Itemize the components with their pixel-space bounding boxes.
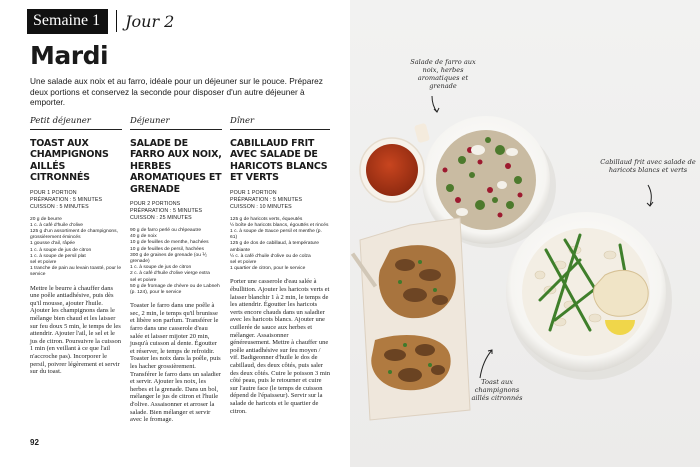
meta-line: PRÉPARATION : 5 MINUTES — [230, 196, 303, 203]
ingredient-item: 2 c. à café d'huile d'olive vierge extra — [130, 271, 210, 277]
recipe-column-dinner — [230, 116, 330, 415]
recipe-method: Mettre le beurre à chauffer dans une poêle antiadhésive, puis dès qu'il mousse, ajouter l'huile. Ajouter les champignons dans le mélange bien chaud et les laisser sur feu doux 5 min, le temps de les attendrir. Ajouter l'ail, le sel et le jus de citron. Poursuivre la cuisson 1 min (en veillant à ce que l'ail n'accroche pas). Incorporer le persil, poivrer légèrement et servir sur du toast. — [30, 284, 121, 376]
mushroom-toast — [379, 245, 456, 318]
ingredient-item: 125 g de haricots verts, équeutés — [230, 216, 303, 222]
meal-label: Dîner — [230, 116, 330, 130]
annotation-toast: Toast aux champignons aillés citronnés — [471, 378, 523, 402]
meta-line: POUR 1 PORTION — [230, 189, 277, 196]
week-label: Semaine 1 — [27, 9, 108, 34]
ingredient-item: ½ c. à café d'huile d'olive ou de colza — [230, 253, 311, 259]
ingredient-item: 1 c. à café d'huile d'olive — [30, 222, 83, 228]
ingredient-item: 10 g de feuilles de menthe, hachées — [130, 240, 209, 246]
ingredient-item: 125 g de dos de cabillaud, à température ambiante — [230, 241, 319, 253]
meta-line: CUISSON : 5 MINUTES — [30, 203, 89, 210]
meta-line: PRÉPARATION : 5 MINUTES — [30, 196, 103, 203]
annotation-cod: Cabillaud frit avec salade de haricots blancs et verts — [600, 158, 696, 174]
recipe-title: SALADE DE FARRO AUX NOIX, HERBES AROMATIQUES ET GRENADE — [130, 138, 222, 195]
ingredient-item: 1 tranche de pain au levain toasté, pour le service — [30, 266, 122, 278]
ingredient-item: 50 g de fromage de chèvre ou de Labneh (p. 124), pour le service — [130, 283, 220, 296]
ingredient-item: 90 g de farro perlé ou d'épeautre — [130, 228, 202, 234]
annotation-salad: Salade de farro aux noix, herbes aromatiques et grenade — [410, 58, 476, 90]
ingredient-item: 1 c. à soupe de Sauce persil et menthe (p. 61) — [230, 229, 322, 241]
ingredient-item: ½ boîte de haricots blancs, égouttés et rincés — [230, 222, 329, 228]
meta-line: CUISSON : 10 MINUTES — [230, 203, 292, 210]
recipe-column-lunch — [130, 116, 222, 424]
ingredient-item: 40 g de noix — [130, 234, 157, 240]
ingredient-list — [230, 217, 330, 273]
meta-line: PRÉPARATION : 5 MINUTES — [130, 208, 203, 215]
recipe-title: TOAST AUX CHAMPIGNONS AILLÉS CITRONNÉS — [30, 138, 109, 184]
page-number: 92 — [30, 438, 39, 447]
page-title: Mardi — [30, 41, 109, 70]
intro-text: Une salade aux noix et au farro, idéale pour un déjeuner sur le pouce. Préparez deux portions et conservez la seconde pour disposer d'un autre déjeuner à emporter. — [30, 76, 323, 108]
week-day-header — [27, 8, 174, 34]
meal-label: Petit déjeuner — [30, 116, 122, 130]
recipe-column-breakfast — [30, 116, 122, 376]
ingredient-item: 10 g de feuilles de persil, hachées — [130, 246, 204, 252]
ingredient-item: sel et poivre — [230, 260, 257, 266]
ingredient-item: 1 gousse d'ail, râpée — [30, 241, 75, 247]
food-photo-page — [350, 0, 700, 467]
toast-board — [351, 218, 470, 420]
ingredient-item: 1 c. à soupe de jus de citron — [30, 247, 92, 253]
ingredient-item: 1 quartier de citron, pour le service — [230, 266, 306, 272]
ingredient-item: sel et poivre — [130, 277, 157, 283]
ingredient-item: 1 c. à soupe de persil plat — [30, 253, 86, 259]
ingredient-item: sel et poivre — [30, 260, 57, 266]
mushroom-toast — [371, 335, 450, 390]
ingredient-item: 125 g d'un assortiment de champignons, grossièrement émincés — [30, 229, 118, 241]
meta-line: POUR 2 PORTIONS — [130, 201, 181, 208]
recipe-method: Toaster le farro dans une poêle à sec, 2 min, le temps qu'il brunisse et libère son parfum. Transférer le farro dans une casserole d'eau salée et laisser mijoter 20 min, jusqu'à cuisson al dente. Égoutter et réserver, le temps de refroidir. Toaster les noix dans la poêle, puis les hacher grossièrement. Transférer le farro dans un saladier et servir. Ajouter les noix, les herbes et la grenade. Dans un bol, mélanger le jus de citron et l'huile d'olive. Assaisonner et arroser la salade. Bien mélanger et servir avec le fromage. — [130, 302, 221, 424]
ingredient-list — [130, 228, 222, 296]
sauce-cup — [360, 123, 430, 202]
recipe-title: CABILLAUD FRIT AVEC SALADE DE HARICOTS BLANCS ET VERTS — [230, 138, 328, 184]
ingredient-item: 300 g de graines de grenade (ou ⅟₂ grenade) — [130, 252, 208, 265]
ingredient-list — [30, 217, 122, 279]
day-label: Jour 2 — [125, 11, 175, 31]
ingredient-item: 20 g de beurre — [30, 216, 62, 222]
recipe-method: Porter une casserole d'eau salée à ébullition. Ajouter les haricots verts et laisser blanchir 1 à 2 min, le temps de les attendrir. Égoutter les haricots verts encore chauds dans un saladier avec les haricots blancs. Ajouter une cuillerée de sauce aux herbes et mélanger. Assaisonner généreusement. Mettre à chauffer une poêle antiadhésive sur feu moyen / vif. Badigeonner d'huile le dos de cabillaud, des deux côtés, puis saler des deux côtés. Cuire le poisson 3 min côté peau, puis le retourner et cuire sur l'autre face (le temps de cuisson dépend de l'épaisseur). Servir sur la salade de haricots et le quartier de citron. — [230, 278, 331, 415]
recipe-meta — [130, 201, 222, 222]
cod-bean-plate — [506, 212, 666, 372]
recipe-meta — [30, 190, 122, 211]
recipe-meta — [230, 190, 330, 211]
meta-line: CUISSON : 25 MINUTES — [130, 215, 192, 222]
meta-line: POUR 1 PORTION — [30, 189, 77, 196]
header-divider — [116, 10, 117, 32]
meal-label: Déjeuner — [130, 116, 222, 130]
ingredient-item: 1 c. à soupe de jus de citron — [130, 265, 192, 271]
